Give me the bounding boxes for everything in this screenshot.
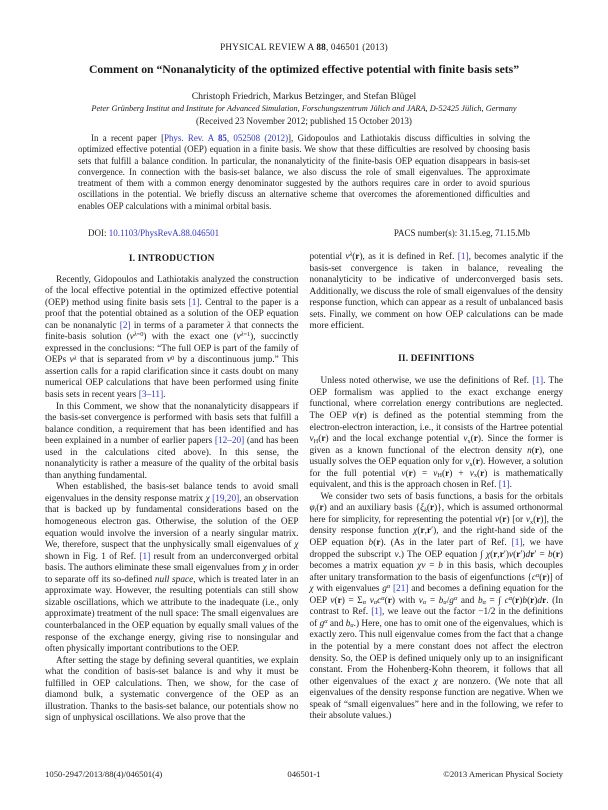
section-heading-introduction: I. INTRODUCTION (128, 254, 215, 264)
citation-link[interactable]: [1] (371, 607, 383, 618)
citation-link[interactable]: [21] (392, 584, 409, 595)
section-heading-definitions: II. DEFINITIONS (398, 353, 475, 364)
intro-paragraph: When established, the basis-set balance tends to avoid small eigenvalues in the density response matrix χ [19,20], an observation that is backed up by fundamental considerations based on the homogeneous electron gas. Otherwise, the solution of the OEP equation would involve the inversion of a nearly singular matrix. We, therefore, suspect that the unphysically small eigenvalues of χ shown in Fig. 1 of Ref. [1] result from an underconverged orbital basis. The authors eliminate these small eigenvalues from χ in order to separate off its so-defined null space, which is treated later in an approximate way. However, the resulting potentials can still show sizable oscillations, which we attribute to the inadequate (i.e., only approximate) treatment of the null space: The small eigenvalues are counterbalanced in the OEP equation by equally small values of the response of the exchange energy, giving rise to nonsingular and often physically important contributions to the OEP. (45, 482, 299, 655)
footer-issn-code: 1050-2947/2013/88(4)/046501(4) (45, 769, 163, 779)
footer-copyright: ©2013 American Physical Society (443, 769, 564, 779)
citation-link[interactable]: [19,20] (212, 493, 240, 504)
doi-label: DOI: (88, 228, 107, 238)
intro-paragraph-continuation: potential $v^\lambda(r)$, as it is defined in Ref. [1], becomes analytic if the basis-set convergence is taken in balance, revealing the nonanalyticity to be indicative of underconverged basis sets. Additionally, we discuss the role of small eigenvalues of the density response function, which can appear as a result of unbalanced basis sets. Finally, we comment on how OEP calculations can be made more efficient. (309, 251, 563, 332)
intro-paragraph: In this Comment, we show that the nonanalyticity disappears if the basis-set convergence is performed with basis sets that fulfill a balance condition, a requirement that has been identified and has been explained in a number of earlier papers [12–20] (and has been used in the calculations cited above). In this sense, the nonanalyticity is rather a measure of the quality of the orbital basis than anything fundamental. (45, 401, 299, 481)
paper-title: Comment on “Nonanalyticity of the optimized effective potential with finite basis sets” (88, 63, 520, 76)
doi-pacs-row (78, 228, 530, 238)
abstract: In a recent paper [Phys. Rev. A 85, 052508 (2012)], Gidopoulos and Lathiotakis discuss difficulties in solving the optimized effective potential (OEP) equation in a finite basis. We show that these difficulties are resolved by choosing basis sets that fulfill a balance condition. In particular, the nonanalyticity of the finite-basis OEP equation disappears in basis-set convergence. In connection with the basis-set balance, we also discuss the role of small eigenvalues. The approximate treatment of them with a common energy denominator suggested by the authors requires care in order to avoid spurious oscillations in the potential. We briefly discuss an alternative scheme that overcomes the aforementioned difficulties and enables OEP calculations with a minimal orbital basis. (78, 133, 530, 211)
citation-link[interactable]: [1] (188, 297, 200, 308)
citation-link[interactable]: [1] (532, 376, 544, 387)
footer-page-number: 046501-1 (287, 769, 321, 779)
page-footer (45, 769, 563, 779)
author-list: Christoph Friedrich, Markus Betzinger, and Stefan Blügel (191, 91, 417, 102)
citation-link[interactable]: [2] (119, 320, 131, 331)
citation-link[interactable]: [1] (511, 538, 523, 549)
doi-line (78, 228, 219, 238)
doi-link[interactable]: 10.1103/PhysRevA.88.046501 (108, 228, 220, 238)
citation-link[interactable]: [1] (457, 252, 469, 262)
citation-link[interactable]: Phys. Rev. A 85, 052508 (2012) (164, 133, 289, 143)
pacs-numbers: PACS number(s): 31.15.eg, 71.15.Mb (393, 228, 530, 238)
definitions-paragraph: Unless noted otherwise, we use the definitions of Ref. [1]. The OEP formalism was applied to the exact exchange energy functional, where correlation energy contributions are neglected. The OEP v(r) is defined as the potential stemming from the electron-electron interaction, i.e., it consists of the Hartree potential $v_H(r)$ and the local exchange potential $v_x(r)$. Since the former is given as a known functional of the electron density n(r), one usually solves the OEP equation only for $v_x(r)$. However, a solution for the full potential $v(r) = v_H(r) + v_x(r)$ is mathematically equivalent, and this is the approach chosen in Ref. [1]. (309, 376, 563, 491)
received-dates: (Received 23 November 2012; published 15 October 2013) (196, 116, 412, 126)
citation-link[interactable]: [3–11] (138, 390, 164, 401)
citation-link[interactable]: [1] (498, 480, 510, 491)
intro-paragraph: Recently, Gidopoulos and Lathiotakis analyzed the construction of the local effective potential in the optimized effective potential (OEP) method using finite basis sets [1]. Central to the paper is a proof that the potential obtained as a solution of the OEP equation can be nonanalytic [2] in terms of a parameter λ that connects the finite-basis solution $(v^{\lambda=0})$ with the exact one $(v^{\lambda=1})$, succinctly expressed in the conclusions: “The full OEP is part of the family of OEPs $v^\lambda$ that is separated from $v^0$ by a discontinuous jump.” This assertion calls for a rapid clarification since it casts doubt on many numerical OEP calculations that have been performed using finite basis sets in recent years [3–11]. (45, 274, 299, 401)
journal-header: PHYSICAL REVIEW A 88, 046501 (2013) (220, 42, 388, 52)
affiliation: Peter Grünberg Institut and Institute for Advanced Simulation, Forschungszentrum Jülich and JARA, D-52425 Jülich, Germany (91, 104, 517, 113)
intro-paragraph: After setting the stage by defining several quantities, we explain what the condition of basis-set balance is and why it must be fulfilled in OEP calculations. Then, we show, for the case of diamond bulk, a systematic convergence of the OEP as an illustration. Thanks to the basis-set balance, our potentials show no sign of unphysical oscillations. We also prove that the (45, 655, 299, 724)
definitions-paragraph: We consider two sets of basis functions, a basis for the orbitals $\varphi_i(r)$ and an auxiliary basis $\{\xi_k(r)\}$, which is assumed orthonormal here for simplicity, for representing the potential v(r) [or $v_x(r)$], the density response function χ(r,r′), and the right-hand side of the OEP equation b(r). (As in the later part of Ref. [1], we have dropped the subscript v.) The OEP equation ∫ χ(r,r′)v(r′)dr′ = b(r) becomes a matrix equation χv = b in this basis, which decouples after unitary transformation to the basis of eigenfunctions $\{c^\alpha(r)]$ of χ with eigenvalues $g^\alpha$ [21] and becomes a defining equation for the OEP $v(r) = \Sigma_\alpha$ $v_\alpha c^\alpha(r)$ with $v_\alpha = b_\alpha/g^\alpha$ and $b_\alpha$ = ∫ $c^\alpha(r)b(r)dr$. (In contrast to Ref. [1], we leave out the factor −1/2 in the definitions of $g^\alpha$ and $b_\alpha$.) Here, one has to omit one of the eigenvalues, which is exactly zero. This null eigenvalue comes from the fact that a change in the potential by a mere constant does not affect the electron density. So, the OEP is defined uniquely only up to an insignificant constant. From the Hohenberg-Kohn theorem, it follows that all other eigenvalues of the exact χ are nonzero. (We note that all eigenvalues of the density response function are negative. When we speak of “small eigenvalues” here and in the following, we refer to their absolute values.) (309, 491, 564, 722)
left-column (45, 252, 299, 725)
citation-link[interactable]: [12–20] (214, 436, 245, 447)
citation-link[interactable]: [1] (139, 551, 151, 562)
right-column (310, 252, 564, 725)
two-column-body (45, 252, 563, 725)
